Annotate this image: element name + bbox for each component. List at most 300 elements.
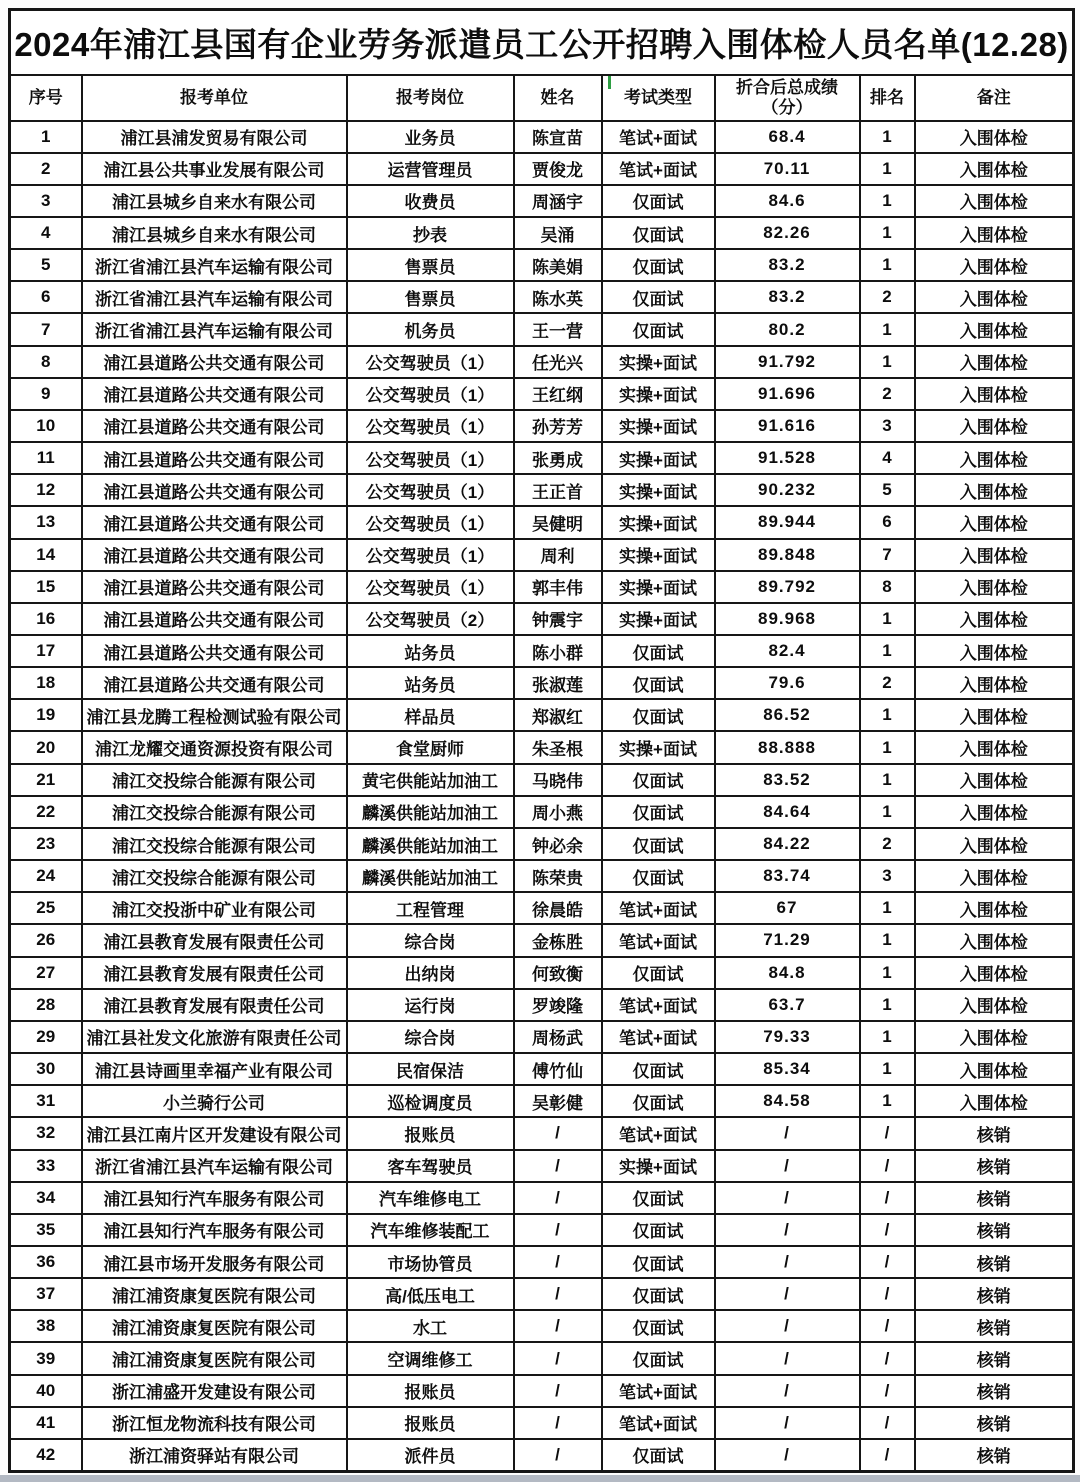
cell-exam_type: 实操+面试 [602, 474, 715, 506]
cell-remark: 入围体检 [915, 635, 1074, 667]
cell-remark: 核销 [915, 1246, 1074, 1278]
cell-no: 41 [10, 1407, 82, 1439]
cell-name: 孙芳芳 [514, 410, 602, 442]
cell-exam_type: 仅面试 [602, 957, 715, 989]
cell-unit: 浦江交投综合能源有限公司 [82, 796, 347, 828]
cell-name: / [514, 1310, 602, 1342]
cell-rank: 1 [860, 153, 915, 185]
cell-position: 汽车维修电工 [347, 1182, 514, 1214]
cell-exam_type: 笔试+面试 [602, 1407, 715, 1439]
cell-unit: 浦江县知行汽车服务有限公司 [82, 1182, 347, 1214]
cell-rank: 1 [860, 1085, 915, 1117]
cell-position: 公交驾驶员（1） [347, 442, 514, 474]
header-cell-position: 报考岗位 [347, 75, 514, 121]
cell-name: 马晓伟 [514, 764, 602, 796]
cell-exam_type: 仅面试 [602, 313, 715, 345]
cell-name: / [514, 1407, 602, 1439]
cell-position: 业务员 [347, 121, 514, 153]
cell-remark: 入围体检 [915, 571, 1074, 603]
cell-position: 高/低压电工 [347, 1278, 514, 1310]
cell-remark: 入围体检 [915, 796, 1074, 828]
cell-no: 29 [10, 1021, 82, 1053]
cell-no: 42 [10, 1439, 82, 1472]
cell-exam_type: 实操+面试 [602, 539, 715, 571]
cell-no: 33 [10, 1150, 82, 1182]
table-row [10, 153, 1074, 185]
cell-remark: 入围体检 [915, 892, 1074, 924]
cell-remark: 入围体检 [915, 667, 1074, 699]
cell-unit: 浦江交投综合能源有限公司 [82, 764, 347, 796]
cell-unit: 浦江龙耀交通资源投资有限公司 [82, 731, 347, 763]
cell-remark: 入围体检 [915, 249, 1074, 281]
table-row [10, 1214, 1074, 1246]
table-row [10, 313, 1074, 345]
cell-name: / [514, 1246, 602, 1278]
cell-remark: 核销 [915, 1439, 1074, 1472]
cell-remark: 入围体检 [915, 699, 1074, 731]
cell-exam_type: 实操+面试 [602, 731, 715, 763]
cell-position: 出纳岗 [347, 957, 514, 989]
cell-name: / [514, 1182, 602, 1214]
cell-position: 站务员 [347, 635, 514, 667]
cell-position: 麟溪供能站加油工 [347, 860, 514, 892]
cell-rank: / [860, 1310, 915, 1342]
cell-score: 71.29 [715, 924, 860, 956]
cell-exam_type: 实操+面试 [602, 506, 715, 538]
cell-rank: 2 [860, 378, 915, 410]
cell-score: / [715, 1182, 860, 1214]
cell-score: 86.52 [715, 699, 860, 731]
cell-remark: 入围体检 [915, 1053, 1074, 1085]
cell-score: 91.616 [715, 410, 860, 442]
cell-no: 34 [10, 1182, 82, 1214]
cell-remark: 入围体检 [915, 506, 1074, 538]
table-row [10, 442, 1074, 474]
cell-position: 公交驾驶员（1） [347, 539, 514, 571]
cell-exam_type: 仅面试 [602, 1214, 715, 1246]
cell-name: / [514, 1278, 602, 1310]
cell-score: 89.792 [715, 571, 860, 603]
cell-exam_type: 笔试+面试 [602, 121, 715, 153]
cell-exam_type: 仅面试 [602, 764, 715, 796]
cell-score: 83.2 [715, 281, 860, 313]
cell-rank: 3 [860, 860, 915, 892]
cell-no: 36 [10, 1246, 82, 1278]
cell-no: 38 [10, 1310, 82, 1342]
cell-rank: 2 [860, 828, 915, 860]
cell-no: 8 [10, 346, 82, 378]
cell-rank: 1 [860, 957, 915, 989]
cell-no: 17 [10, 635, 82, 667]
cell-score: 80.2 [715, 313, 860, 345]
cell-unit: 浦江县公共事业发展有限公司 [82, 153, 347, 185]
cell-score: / [715, 1246, 860, 1278]
cell-no: 20 [10, 731, 82, 763]
cell-position: 麟溪供能站加油工 [347, 828, 514, 860]
cell-rank: 3 [860, 410, 915, 442]
cell-exam_type: 仅面试 [602, 249, 715, 281]
cell-remark: 入围体检 [915, 924, 1074, 956]
cell-remark: 入围体检 [915, 410, 1074, 442]
cell-unit: 浙江省浦江县汽车运输有限公司 [82, 249, 347, 281]
cell-score: / [715, 1150, 860, 1182]
header-cell-unit: 报考单位 [82, 75, 347, 121]
cell-remark: 核销 [915, 1117, 1074, 1149]
header-cell-rank: 排名 [860, 75, 915, 121]
cell-rank: 1 [860, 603, 915, 635]
table-row [10, 1407, 1074, 1439]
cell-rank: / [860, 1407, 915, 1439]
table-row [10, 1085, 1074, 1117]
cell-exam_type: 仅面试 [602, 828, 715, 860]
cell-exam_type: 实操+面试 [602, 410, 715, 442]
cell-position: 报账员 [347, 1375, 514, 1407]
cell-name: 何致衡 [514, 957, 602, 989]
cell-unit: 浙江省浦江县汽车运输有限公司 [82, 1150, 347, 1182]
cell-position: 机务员 [347, 313, 514, 345]
cell-unit: 浦江交投综合能源有限公司 [82, 860, 347, 892]
cell-no: 12 [10, 474, 82, 506]
cell-score: 91.696 [715, 378, 860, 410]
table-row [10, 571, 1074, 603]
cell-score: 88.888 [715, 731, 860, 763]
cell-exam_type: 实操+面试 [602, 603, 715, 635]
cell-score: / [715, 1342, 860, 1374]
cell-score: / [715, 1375, 860, 1407]
cell-score: 84.64 [715, 796, 860, 828]
cell-remark: 核销 [915, 1310, 1074, 1342]
cell-name: 贾俊龙 [514, 153, 602, 185]
cell-rank: 6 [860, 506, 915, 538]
cell-remark: 入围体检 [915, 539, 1074, 571]
cell-remark: 核销 [915, 1278, 1074, 1310]
cell-position: 抄表 [347, 217, 514, 249]
cell-exam_type: 仅面试 [602, 1342, 715, 1374]
cell-no: 25 [10, 892, 82, 924]
cell-position: 工程管理 [347, 892, 514, 924]
cell-exam_type: 仅面试 [602, 281, 715, 313]
cell-name: 周小燕 [514, 796, 602, 828]
cell-score: 82.4 [715, 635, 860, 667]
cell-no: 26 [10, 924, 82, 956]
cell-position: 黄宅供能站加油工 [347, 764, 514, 796]
cell-position: 派件员 [347, 1439, 514, 1472]
cell-name: 陈宣苗 [514, 121, 602, 153]
cell-rank: 1 [860, 1053, 915, 1085]
cell-exam_type: 实操+面试 [602, 442, 715, 474]
table-row [10, 892, 1074, 924]
cell-rank: 1 [860, 313, 915, 345]
cell-position: 收费员 [347, 185, 514, 217]
cell-score: 83.74 [715, 860, 860, 892]
cell-no: 15 [10, 571, 82, 603]
cell-position: 公交驾驶员（1） [347, 506, 514, 538]
cell-position: 站务员 [347, 667, 514, 699]
cell-score: 82.26 [715, 217, 860, 249]
cell-score: 63.7 [715, 989, 860, 1021]
cell-remark: 入围体检 [915, 185, 1074, 217]
cell-no: 5 [10, 249, 82, 281]
cell-score: 84.8 [715, 957, 860, 989]
cell-score: 79.6 [715, 667, 860, 699]
cell-score: 67 [715, 892, 860, 924]
cell-name: 王红纲 [514, 378, 602, 410]
cell-no: 28 [10, 989, 82, 1021]
cell-exam_type: 实操+面试 [602, 346, 715, 378]
cell-name: 王正首 [514, 474, 602, 506]
table-row [10, 1278, 1074, 1310]
cell-name: / [514, 1150, 602, 1182]
cell-position: 汽车维修装配工 [347, 1214, 514, 1246]
cell-exam_type: 仅面试 [602, 635, 715, 667]
cell-score: / [715, 1214, 860, 1246]
cell-remark: 入围体检 [915, 346, 1074, 378]
cell-name: 罗竣隆 [514, 989, 602, 1021]
cell-rank: 7 [860, 539, 915, 571]
cell-name: 徐晨皓 [514, 892, 602, 924]
cell-remark: 入围体检 [915, 153, 1074, 185]
cell-unit: 浦江县道路公共交通有限公司 [82, 410, 347, 442]
cell-no: 35 [10, 1214, 82, 1246]
cell-no: 13 [10, 506, 82, 538]
cell-exam_type: 仅面试 [602, 699, 715, 731]
cell-position: 综合岗 [347, 1021, 514, 1053]
cell-position: 水工 [347, 1310, 514, 1342]
cell-unit: 浦江县道路公共交通有限公司 [82, 506, 347, 538]
cell-rank: / [860, 1278, 915, 1310]
cell-remark: 入围体检 [915, 313, 1074, 345]
cell-rank: 1 [860, 989, 915, 1021]
cell-score: 85.34 [715, 1053, 860, 1085]
cell-rank: / [860, 1182, 915, 1214]
header-cell-name: 姓名 [514, 75, 602, 121]
cell-remark: 入围体检 [915, 603, 1074, 635]
cell-no: 37 [10, 1278, 82, 1310]
cell-score: 84.58 [715, 1085, 860, 1117]
cell-name: 吴彰健 [514, 1085, 602, 1117]
table-row [10, 249, 1074, 281]
table-row [10, 764, 1074, 796]
cell-rank: / [860, 1150, 915, 1182]
cell-position: 售票员 [347, 281, 514, 313]
cell-no: 30 [10, 1053, 82, 1085]
cell-rank: 1 [860, 731, 915, 763]
cell-score: 83.2 [715, 249, 860, 281]
cell-rank: 1 [860, 635, 915, 667]
cell-position: 麟溪供能站加油工 [347, 796, 514, 828]
cell-exam_type: 仅面试 [602, 185, 715, 217]
cell-score: 83.52 [715, 764, 860, 796]
table-row [10, 924, 1074, 956]
cell-position: 客车驾驶员 [347, 1150, 514, 1182]
cell-exam_type: 仅面试 [602, 1246, 715, 1278]
cell-unit: 浦江县道路公共交通有限公司 [82, 346, 347, 378]
cell-rank: / [860, 1246, 915, 1278]
cell-name: 傅竹仙 [514, 1053, 602, 1085]
cell-unit: 浦江县城乡自来水有限公司 [82, 217, 347, 249]
cell-no: 27 [10, 957, 82, 989]
cell-exam_type: 仅面试 [602, 1310, 715, 1342]
cell-unit: 浦江县城乡自来水有限公司 [82, 185, 347, 217]
cell-no: 18 [10, 667, 82, 699]
cell-rank: 4 [860, 442, 915, 474]
cell-exam_type: 笔试+面试 [602, 1375, 715, 1407]
header-cell-no: 序号 [10, 75, 82, 121]
table-row [10, 796, 1074, 828]
table-row [10, 860, 1074, 892]
cell-no: 21 [10, 764, 82, 796]
cell-remark: 入围体检 [915, 281, 1074, 313]
cell-name: 任光兴 [514, 346, 602, 378]
cell-score: 91.792 [715, 346, 860, 378]
cell-remark: 核销 [915, 1375, 1074, 1407]
cell-exam_type: 笔试+面试 [602, 892, 715, 924]
cell-name: 陈美娟 [514, 249, 602, 281]
cell-remark: 入围体检 [915, 121, 1074, 153]
cell-no: 9 [10, 378, 82, 410]
cell-no: 1 [10, 121, 82, 153]
table-row [10, 1182, 1074, 1214]
cell-name: 王一营 [514, 313, 602, 345]
cell-rank: 1 [860, 1021, 915, 1053]
cell-position: 综合岗 [347, 924, 514, 956]
cell-exam_type: 仅面试 [602, 860, 715, 892]
cell-unit: 浙江省浦江县汽车运输有限公司 [82, 313, 347, 345]
cell-position: 公交驾驶员（1） [347, 571, 514, 603]
cell-exam_type: 实操+面试 [602, 378, 715, 410]
cell-unit: 浦江县道路公共交通有限公司 [82, 474, 347, 506]
cell-no: 24 [10, 860, 82, 892]
cell-no: 39 [10, 1342, 82, 1374]
cell-remark: 入围体检 [915, 828, 1074, 860]
cell-no: 6 [10, 281, 82, 313]
cell-unit: 浦江县浦发贸易有限公司 [82, 121, 347, 153]
header-row [10, 75, 1074, 121]
cell-unit: 浦江县市场开发服务有限公司 [82, 1246, 347, 1278]
cell-name: 钟震宇 [514, 603, 602, 635]
table-row [10, 731, 1074, 763]
cell-unit: 浙江省浦江县汽车运输有限公司 [82, 281, 347, 313]
cell-exam_type: 笔试+面试 [602, 989, 715, 1021]
title-row [10, 10, 1074, 75]
cell-position: 市场协管员 [347, 1246, 514, 1278]
cell-position: 民宿保洁 [347, 1053, 514, 1085]
cell-remark: 核销 [915, 1182, 1074, 1214]
table-row [10, 1246, 1074, 1278]
cell-name: 周涵宇 [514, 185, 602, 217]
recruitment-roster-table [8, 8, 1075, 1473]
cell-exam_type: 仅面试 [602, 1053, 715, 1085]
cell-exam_type: 笔试+面试 [602, 1021, 715, 1053]
cell-unit: 浙江浦盛开发建设有限公司 [82, 1375, 347, 1407]
table-row [10, 506, 1074, 538]
table-row [10, 1053, 1074, 1085]
table-row [10, 217, 1074, 249]
cell-name: 吴涌 [514, 217, 602, 249]
table-row [10, 1150, 1074, 1182]
cell-remark: 入围体检 [915, 731, 1074, 763]
table-row [10, 957, 1074, 989]
cell-rank: 1 [860, 185, 915, 217]
cell-rank: 1 [860, 796, 915, 828]
cell-score: / [715, 1439, 860, 1472]
cell-no: 22 [10, 796, 82, 828]
cell-score: 89.848 [715, 539, 860, 571]
cell-rank: / [860, 1342, 915, 1374]
cell-score: 70.11 [715, 153, 860, 185]
cell-name: 朱圣根 [514, 731, 602, 763]
cell-no: 3 [10, 185, 82, 217]
cell-no: 16 [10, 603, 82, 635]
cell-rank: 1 [860, 217, 915, 249]
table-row [10, 1117, 1074, 1149]
cell-no: 4 [10, 217, 82, 249]
cell-unit: 浦江县教育发展有限责任公司 [82, 989, 347, 1021]
table-row [10, 1021, 1074, 1053]
table-row [10, 410, 1074, 442]
cell-position: 公交驾驶员（1） [347, 346, 514, 378]
cell-score: 89.944 [715, 506, 860, 538]
cell-position: 报账员 [347, 1117, 514, 1149]
cell-rank: 1 [860, 924, 915, 956]
cell-unit: 浦江县道路公共交通有限公司 [82, 571, 347, 603]
cell-exam_type: 仅面试 [602, 1439, 715, 1472]
cell-unit: 浦江浦资康复医院有限公司 [82, 1278, 347, 1310]
cell-unit: 浦江县知行汽车服务有限公司 [82, 1214, 347, 1246]
cell-unit: 浦江县江南片区开发建设有限公司 [82, 1117, 347, 1149]
cell-remark: 入围体检 [915, 442, 1074, 474]
cell-rank: / [860, 1214, 915, 1246]
cell-rank: 1 [860, 892, 915, 924]
cell-rank: / [860, 1117, 915, 1149]
cell-position: 公交驾驶员（1） [347, 378, 514, 410]
cell-exam_type: 仅面试 [602, 217, 715, 249]
cell-rank: 5 [860, 474, 915, 506]
table-row [10, 185, 1074, 217]
table-row [10, 378, 1074, 410]
table-row [10, 1342, 1074, 1374]
cell-position: 食堂厨师 [347, 731, 514, 763]
cell-exam_type: 仅面试 [602, 667, 715, 699]
cell-name: 郑淑红 [514, 699, 602, 731]
cell-score: 84.6 [715, 185, 860, 217]
cell-remark: 核销 [915, 1407, 1074, 1439]
cell-no: 7 [10, 313, 82, 345]
cell-exam_type: 笔试+面试 [602, 153, 715, 185]
cell-rank: 1 [860, 249, 915, 281]
cell-no: 11 [10, 442, 82, 474]
cell-name: 周杨武 [514, 1021, 602, 1053]
table-row [10, 539, 1074, 571]
cell-no: 23 [10, 828, 82, 860]
cell-no: 2 [10, 153, 82, 185]
cell-unit: 小兰骑行公司 [82, 1085, 347, 1117]
cell-no: 32 [10, 1117, 82, 1149]
cell-score: 84.22 [715, 828, 860, 860]
cell-unit: 浦江县社发文化旅游有限责任公司 [82, 1021, 347, 1053]
cell-score: 91.528 [715, 442, 860, 474]
cell-exam_type: 实操+面试 [602, 571, 715, 603]
cell-remark: 核销 [915, 1214, 1074, 1246]
cell-position: 售票员 [347, 249, 514, 281]
cell-position: 运营管理员 [347, 153, 514, 185]
table-row [10, 121, 1074, 153]
cell-unit: 浦江县道路公共交通有限公司 [82, 442, 347, 474]
cell-score: / [715, 1117, 860, 1149]
cell-remark: 核销 [915, 1150, 1074, 1182]
cell-name: 张淑莲 [514, 667, 602, 699]
table-row [10, 346, 1074, 378]
